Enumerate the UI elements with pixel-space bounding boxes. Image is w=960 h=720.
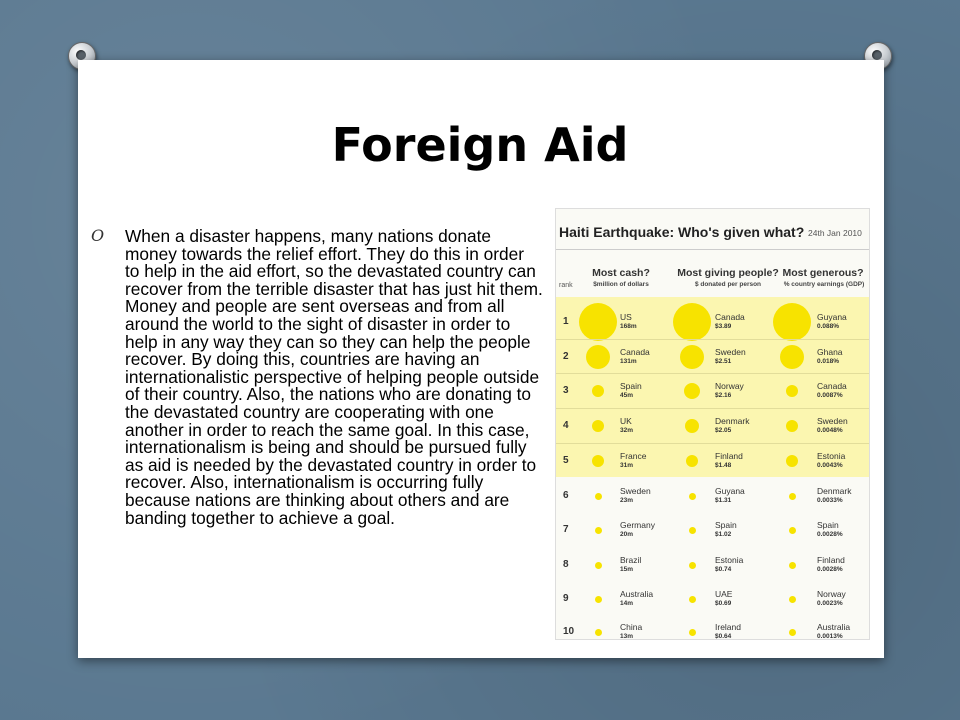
country-name-people: UAE bbox=[715, 589, 733, 599]
donation-value-cash: 14m bbox=[620, 600, 634, 607]
rank-number: 7 bbox=[563, 524, 569, 535]
donation-value-people: $0.64 bbox=[715, 633, 732, 640]
country-name-people: Finland bbox=[715, 451, 743, 461]
country-name-cash: Sweden bbox=[620, 486, 651, 496]
country-name-people: Estonia bbox=[715, 555, 744, 565]
rank-number: 2 bbox=[563, 351, 569, 362]
value-dot-generous bbox=[786, 455, 798, 467]
country-name-generous: Canada bbox=[817, 381, 847, 391]
country-name-cash: Spain bbox=[620, 381, 642, 391]
value-dot-people bbox=[689, 596, 696, 603]
rank-number: 5 bbox=[563, 455, 569, 466]
rank-number: 10 bbox=[563, 626, 575, 637]
donation-value-generous: 0.0028% bbox=[817, 531, 843, 538]
column-heading-cash: Most cash? bbox=[592, 267, 650, 279]
donation-value-generous: 0.0048% bbox=[817, 427, 843, 434]
value-dot-people bbox=[689, 527, 696, 534]
value-dot-cash bbox=[579, 303, 617, 341]
country-name-generous: Denmark bbox=[817, 486, 852, 496]
value-dot-cash bbox=[595, 562, 602, 569]
value-dot-generous bbox=[789, 596, 796, 603]
value-dot-cash bbox=[595, 527, 602, 534]
country-name-cash: UK bbox=[620, 416, 632, 426]
country-name-generous: Finland bbox=[817, 555, 845, 565]
country-name-people: Spain bbox=[715, 520, 737, 530]
country-name-generous: Estonia bbox=[817, 451, 846, 461]
column-sub-cash: $million of dollars bbox=[593, 281, 649, 288]
rank-number: 9 bbox=[563, 593, 569, 604]
value-dot-people bbox=[689, 562, 696, 569]
value-dot-people bbox=[686, 455, 698, 467]
country-name-cash: Australia bbox=[620, 589, 654, 599]
rank-number: 1 bbox=[563, 316, 569, 327]
country-name-generous: Australia bbox=[817, 622, 851, 632]
rank-number: 3 bbox=[563, 385, 569, 396]
value-dot-generous bbox=[786, 385, 798, 397]
country-name-generous: Spain bbox=[817, 520, 839, 530]
donation-value-cash: 168m bbox=[620, 323, 637, 330]
value-dot-people bbox=[673, 303, 711, 341]
country-name-generous: Ghana bbox=[817, 347, 843, 357]
donation-value-people: $2.05 bbox=[715, 427, 732, 434]
donation-value-people: $1.48 bbox=[715, 462, 732, 469]
country-name-cash: US bbox=[620, 312, 632, 322]
country-name-generous: Guyana bbox=[817, 312, 847, 322]
donation-value-generous: 0.0087% bbox=[817, 392, 843, 399]
haiti-aid-infographic bbox=[555, 208, 870, 640]
value-dot-generous bbox=[780, 345, 804, 369]
infographic-date: 24th Jan 2010 bbox=[808, 228, 862, 238]
value-dot-cash bbox=[595, 493, 602, 500]
donation-value-generous: 0.0028% bbox=[817, 566, 843, 573]
row-separator bbox=[556, 408, 869, 409]
donation-value-generous: 0.088% bbox=[817, 323, 840, 330]
donation-value-people: $1.02 bbox=[715, 531, 732, 538]
donation-value-people: $1.31 bbox=[715, 497, 732, 504]
donation-value-people: $0.69 bbox=[715, 600, 732, 607]
value-dot-people bbox=[685, 419, 699, 433]
row-separator bbox=[556, 339, 869, 340]
column-sub-people: $ donated per person bbox=[694, 281, 762, 288]
value-dot-generous bbox=[789, 493, 796, 500]
value-dot-cash bbox=[592, 385, 604, 397]
value-dot-people bbox=[684, 383, 700, 399]
donation-value-people: $0.74 bbox=[715, 566, 732, 573]
country-name-people: Guyana bbox=[715, 486, 745, 496]
country-name-people: Ireland bbox=[715, 622, 741, 632]
donation-value-generous: 0.0033% bbox=[817, 497, 843, 504]
row-separator bbox=[556, 443, 869, 444]
column-heading-people: Most giving people? bbox=[677, 267, 779, 279]
donation-value-generous: 0.0023% bbox=[817, 600, 843, 607]
slide-body-text: When a disaster happens, many nations donate money towards the relief effort. They do this in order to help in the aid effort, so the devastated country can recover from the terrible disaster that has just hit them. Money and people are sent overseas and from all around the world to the sight of disaster in order to help in any way they can so they can help the people recover. By doing this, countries are having an internationalistic perspective of helping people outside of their country. Also, the nations who are donating to the devastated country are cooperating with one another in order to reach the same goal. In this case, internationalism is being and should be pursued fully as aid is needed by the devastated country in order to recover. Also, internationalism is occurring fully because nations are thinking about others and are banding together to achieve a goal. bbox=[125, 226, 543, 528]
donation-value-cash: 23m bbox=[620, 497, 634, 504]
value-dot-cash bbox=[592, 455, 604, 467]
slide-title: Foreign Aid bbox=[331, 118, 629, 172]
bullet-marker: O bbox=[91, 226, 105, 245]
donation-value-cash: 32m bbox=[620, 427, 634, 434]
donation-value-cash: 31m bbox=[620, 462, 634, 469]
donation-value-cash: 131m bbox=[620, 358, 637, 365]
country-name-cash: China bbox=[620, 622, 643, 632]
donation-value-people: $3.89 bbox=[715, 323, 732, 330]
donation-value-cash: 45m bbox=[620, 392, 634, 399]
value-dot-generous bbox=[789, 527, 796, 534]
value-dot-cash bbox=[595, 629, 602, 636]
donation-value-cash: 20m bbox=[620, 531, 634, 538]
country-name-generous: Sweden bbox=[817, 416, 848, 426]
row-separator bbox=[556, 373, 869, 374]
infographic-divider bbox=[556, 249, 869, 250]
donation-value-people: $2.51 bbox=[715, 358, 732, 365]
donation-value-cash: 15m bbox=[620, 566, 634, 573]
value-dot-generous bbox=[786, 420, 798, 432]
donation-value-generous: 0.018% bbox=[817, 358, 840, 365]
infographic-title: Haiti Earthquake: Who's given what? bbox=[559, 224, 805, 240]
country-name-cash: France bbox=[620, 451, 647, 461]
rank-number: 4 bbox=[563, 420, 569, 431]
country-name-people: Denmark bbox=[715, 416, 750, 426]
country-name-cash: Germany bbox=[620, 520, 655, 530]
donation-value-generous: 0.0043% bbox=[817, 462, 843, 469]
rank-number: 6 bbox=[563, 490, 569, 501]
country-name-generous: Norway bbox=[817, 589, 846, 599]
column-heading-generous: Most generous? bbox=[782, 267, 864, 279]
value-dot-cash bbox=[595, 596, 602, 603]
value-dot-generous bbox=[773, 303, 811, 341]
column-sub-generous: % country earnings (GDP) bbox=[783, 281, 865, 288]
country-name-people: Canada bbox=[715, 312, 745, 322]
country-name-cash: Brazil bbox=[620, 555, 642, 565]
donation-value-people: $2.16 bbox=[715, 392, 732, 399]
value-dot-generous bbox=[789, 629, 796, 636]
value-dot-people bbox=[680, 345, 704, 369]
donation-value-generous: 0.0013% bbox=[817, 633, 843, 640]
value-dot-people bbox=[689, 629, 696, 636]
value-dot-cash bbox=[592, 420, 604, 432]
value-dot-generous bbox=[789, 562, 796, 569]
country-name-people: Sweden bbox=[715, 347, 746, 357]
country-name-cash: Canada bbox=[620, 347, 650, 357]
value-dot-cash bbox=[586, 345, 610, 369]
rank-heading: rank bbox=[559, 282, 573, 289]
donation-value-cash: 13m bbox=[620, 633, 634, 640]
rank-number: 8 bbox=[563, 559, 569, 570]
value-dot-people bbox=[689, 493, 696, 500]
country-name-people: Norway bbox=[715, 381, 744, 391]
